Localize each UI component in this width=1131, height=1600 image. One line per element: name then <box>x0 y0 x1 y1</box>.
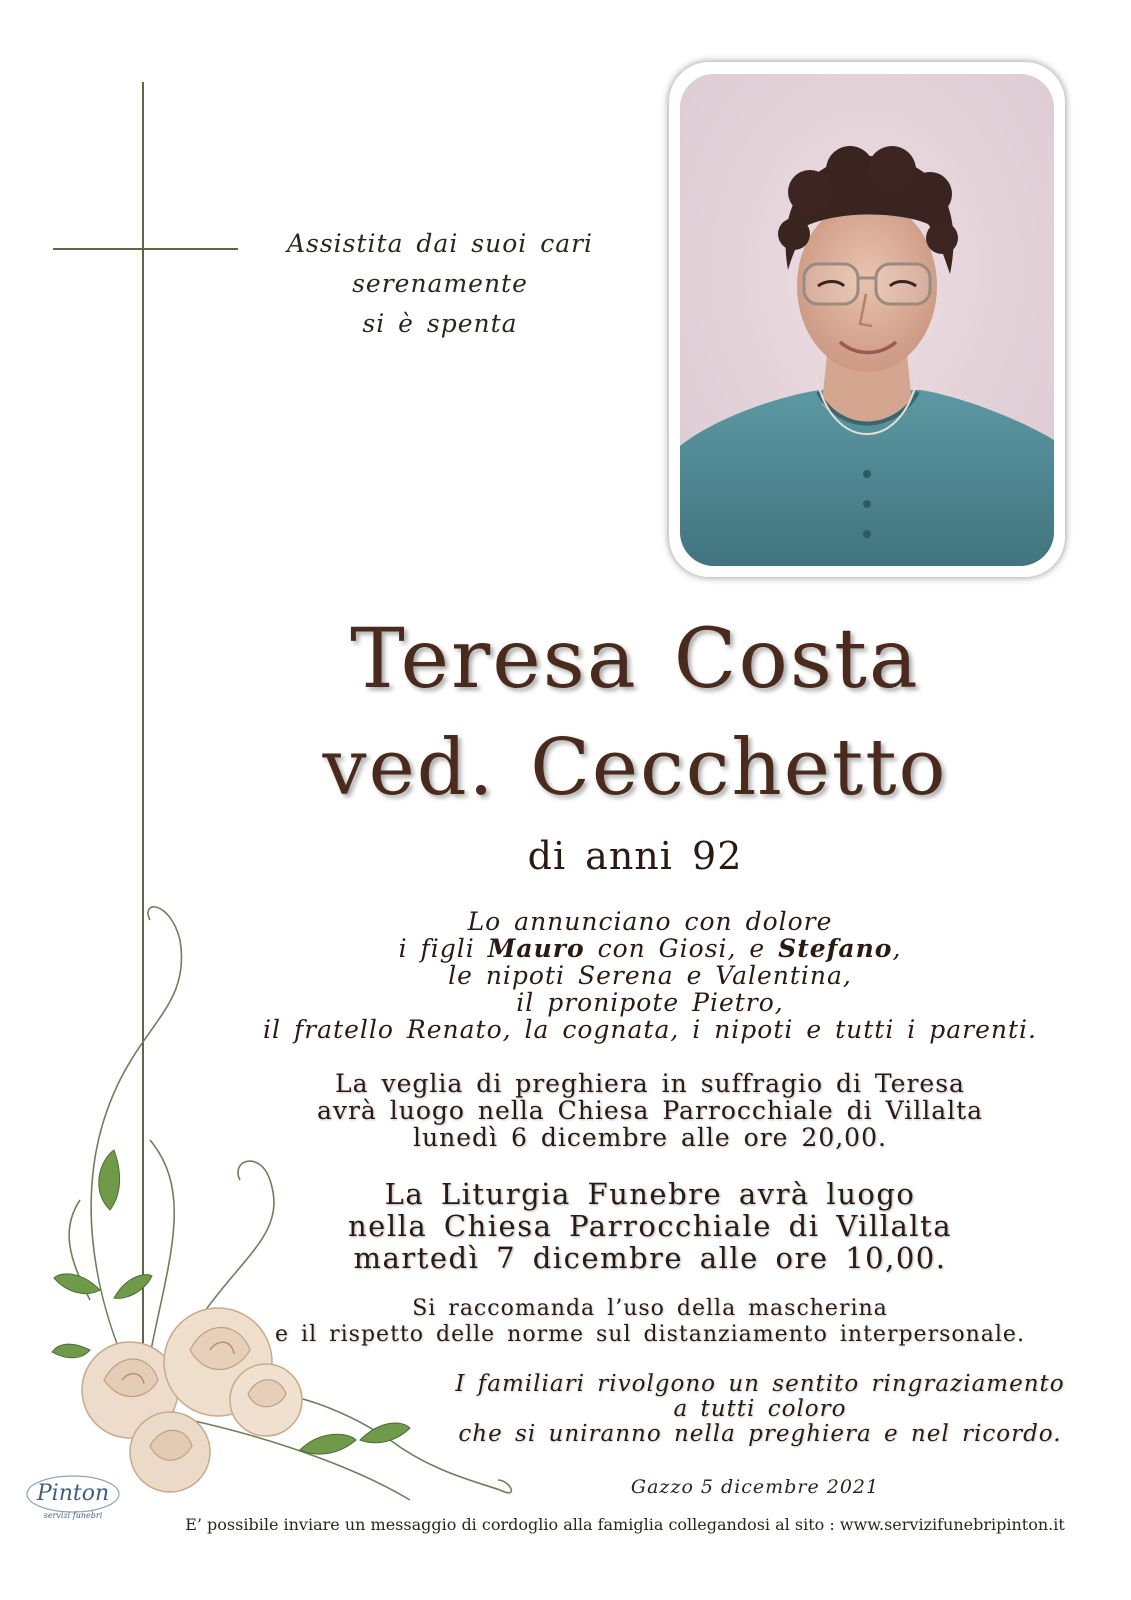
portrait-illustration <box>680 74 1054 566</box>
thanks-line: I familiari rivolgono un sentito ringraziamento <box>455 1371 1065 1397</box>
deceased-married-name: ved. Cecchetto <box>322 723 948 813</box>
announcement-line: il fratello Renato, la cognata, i nipoti e tutti i parenti. <box>263 1015 1037 1044</box>
announcement-text: i figli <box>398 934 488 963</box>
logo-subtitle: servizi funebri <box>43 1511 103 1520</box>
announcement-text: con Giosi, e <box>584 934 779 963</box>
announcement-text: , <box>892 934 902 963</box>
intro-line: Assistita dai suoi cari <box>286 229 594 258</box>
son-name: Stefano <box>778 934 893 963</box>
place-date: Gazzo 5 dicembre 2021 <box>630 1476 880 1498</box>
mask-line: Si raccomanda l’uso della mascherina <box>412 1296 888 1321</box>
thanks-line: a tutti coloro <box>673 1396 847 1422</box>
intro-line: serenamente <box>352 269 528 298</box>
rose-group <box>82 1308 302 1492</box>
vigil-line: avrà luogo nella Chiesa Parrocchiale di Villalta <box>316 1096 984 1125</box>
mask-line: e il rispetto delle norme sul distanziamento interpersonale. <box>275 1322 1025 1347</box>
vigil-line: La veglia di preghiera in suffragio di Teresa <box>335 1069 965 1098</box>
logo-wordmark: Pinton <box>36 1481 110 1506</box>
deceased-age: di anni 92 <box>527 834 743 878</box>
deceased-name: Teresa Costa <box>350 612 920 707</box>
funeral-line: martedì 7 dicembre alle ore 10,00. <box>353 1241 947 1275</box>
announcement-line: Lo annunciano con dolore <box>467 907 833 936</box>
announcement-line: le nipoti Serena e Valentina, <box>448 961 852 990</box>
intro-line: si è spenta <box>362 309 518 338</box>
thanks-line: che si uniranno nella preghiera e nel ricordo. <box>458 1421 1062 1447</box>
announcement-line: il pronipote Pietro, <box>516 988 784 1017</box>
footer-note: E’ possibile inviare un messaggio di cordoglio alla famiglia collegandosi al sito : www.servizifunebripinton.it <box>185 1515 1065 1534</box>
vigil-line: lunedì 6 dicembre alle ore 20,00. <box>413 1123 887 1152</box>
pinton-logo <box>18 1468 128 1526</box>
cross-horizontal-line <box>53 248 238 250</box>
intro-text <box>255 224 625 344</box>
son-name: Mauro <box>487 934 585 963</box>
roses-decoration <box>30 880 550 1520</box>
funeral-line: nella Chiesa Parrocchiale di Villalta <box>348 1209 952 1243</box>
portrait-photo <box>680 74 1054 566</box>
funeral-line: La Liturgia Funebre avrà luogo <box>384 1177 916 1211</box>
